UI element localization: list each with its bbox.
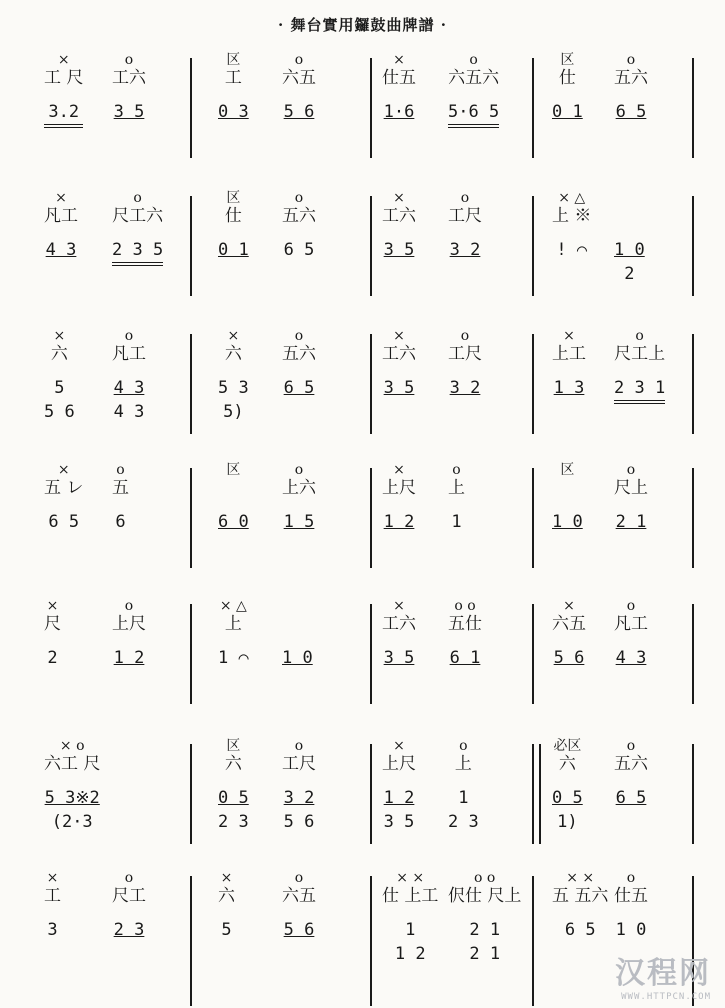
jianpu-second-line: 4 3 xyxy=(113,402,145,422)
jianpu-notation: 6 5 xyxy=(283,378,315,398)
gongche-notation: 六五 xyxy=(552,614,586,634)
gongche-notation: 上六 xyxy=(282,478,316,498)
beat xyxy=(112,328,146,424)
beat xyxy=(382,52,416,124)
gong-marker: 必区 xyxy=(553,738,582,754)
jianpu-notation: 1 2 xyxy=(383,788,415,808)
jianpu-notation: 5 6 xyxy=(283,102,315,122)
beat xyxy=(382,738,416,834)
gong-marker: o xyxy=(294,190,304,206)
gongche-notation: 上尺 xyxy=(112,614,146,634)
bar-line xyxy=(370,334,372,434)
watermark-url: WWW.HTTPCN.COM xyxy=(621,992,711,1002)
beat xyxy=(112,462,129,534)
jianpu-notation: 3 5 xyxy=(383,648,415,668)
jianpu-notation: 1 3 xyxy=(553,378,585,398)
gong-marker: o xyxy=(626,738,636,754)
jianpu-notation: 0 5 xyxy=(552,788,583,808)
jianpu-notation: 5 6 xyxy=(553,648,585,668)
beat xyxy=(448,328,482,400)
gong-marker: × xyxy=(46,870,59,886)
bar-line xyxy=(532,876,534,1006)
gongche-notation: 工 尺 xyxy=(44,68,84,88)
beat xyxy=(44,870,61,942)
gong-marker: × xyxy=(57,52,70,68)
bar-line xyxy=(692,744,694,844)
bar-line xyxy=(532,334,534,434)
jianpu-notation: 6 5 xyxy=(615,102,647,122)
gongche-notation: 六 xyxy=(558,754,576,774)
jianpu-notation: 2 3 5 xyxy=(112,240,163,266)
jianpu-notation: 6 1 xyxy=(449,648,481,668)
gongche-notation: 六工 尺 xyxy=(44,754,101,774)
gong-marker: o xyxy=(294,328,304,344)
gongche-notation: 尺工上 xyxy=(614,344,666,364)
gongche-notation: 五 レ xyxy=(44,478,84,498)
gong-marker: 区 xyxy=(560,462,575,478)
beat xyxy=(382,190,416,262)
bar-line xyxy=(370,196,372,296)
gongche-notation: 五 五六 xyxy=(552,886,609,906)
gongche-notation: 上 xyxy=(224,614,242,634)
jianpu-notation: 3 2 xyxy=(449,378,481,398)
gongche-notation: 六五 xyxy=(282,68,316,88)
beat xyxy=(44,462,83,534)
gong-marker: × xyxy=(393,598,405,614)
gong-marker: o xyxy=(133,190,142,206)
jianpu-second-line: 2 1 xyxy=(469,944,501,964)
score-system xyxy=(0,190,725,310)
gong-marker: × xyxy=(393,328,405,344)
bar-line xyxy=(692,468,694,568)
gongche-notation xyxy=(614,206,645,226)
gong-marker: × xyxy=(227,328,240,344)
beat xyxy=(448,870,521,966)
jianpu-notation: 6 5 xyxy=(48,512,80,532)
beat xyxy=(282,462,316,534)
gong-marker: × xyxy=(563,328,575,344)
gong-marker: × xyxy=(46,598,59,614)
gong-marker: o xyxy=(294,462,304,478)
jianpu-notation: 2 xyxy=(47,648,58,668)
jianpu-notation: 1 xyxy=(451,512,462,532)
jianpu-second-line: 1) xyxy=(557,812,578,832)
jianpu-notation: 6 5 xyxy=(615,788,647,808)
gongche-notation: 上工 xyxy=(552,344,586,364)
gong-marker: × △ xyxy=(558,190,586,206)
gongche-notation: 六五六 xyxy=(448,68,500,88)
gong-marker: o xyxy=(626,462,636,478)
watermark-logo: 汉程网 xyxy=(615,956,711,991)
bar-line xyxy=(190,604,192,704)
jianpu-notation: 1 0 xyxy=(614,240,645,260)
gongche-notation xyxy=(282,614,313,634)
jianpu-notation: 5 6 xyxy=(283,920,315,940)
gong-marker: o xyxy=(294,870,304,886)
page-header: · 舞台實用鑼鼓曲牌譜 · xyxy=(278,16,447,34)
beat xyxy=(44,52,83,128)
jianpu-notation: 4 3 xyxy=(113,378,145,398)
gongche-notation: 工尺 xyxy=(448,344,482,364)
gongche-notation xyxy=(218,478,249,498)
gongche-notation xyxy=(552,478,583,498)
gongche-notation: 六 xyxy=(50,344,68,364)
jianpu-notation: 6 5 xyxy=(564,920,596,940)
bar-line xyxy=(692,604,694,704)
gong-marker: o xyxy=(294,52,304,68)
beat xyxy=(614,598,648,670)
jianpu-notation: 2 3 1 xyxy=(614,378,665,404)
gongche-notation: 工六 xyxy=(112,68,146,88)
gong-marker: × xyxy=(55,190,67,206)
beat xyxy=(282,870,316,942)
bar-line xyxy=(692,58,694,158)
jianpu-second-line: 2 3 xyxy=(218,812,249,832)
jianpu-second-line: 3 5 xyxy=(383,812,415,832)
jianpu-notation: 0 1 xyxy=(552,102,583,122)
jianpu-notation: 4 3 xyxy=(615,648,647,668)
beat xyxy=(614,52,648,124)
jianpu-second-line: (2·3 xyxy=(51,812,93,832)
beat xyxy=(218,598,249,670)
score-system xyxy=(0,328,725,448)
gongche-notation: 尺 xyxy=(44,614,61,634)
jianpu-notation: 5·6 5 xyxy=(448,102,499,128)
score-system xyxy=(0,738,725,858)
jianpu-notation: 3.2 xyxy=(44,102,83,128)
gong-marker: × xyxy=(563,598,575,614)
gongche-notation: 上尺 xyxy=(382,478,416,498)
gong-marker: × △ xyxy=(219,598,247,614)
jianpu-notation: 0 1 xyxy=(218,240,249,260)
score-system xyxy=(0,52,725,172)
gongche-notation: 工 xyxy=(44,886,61,906)
gong-marker: o o xyxy=(474,870,496,886)
beat xyxy=(614,190,645,286)
jianpu-notation: 2 1 xyxy=(615,512,647,532)
jianpu-notation: 6 0 xyxy=(218,512,249,532)
beat xyxy=(112,52,146,124)
bar-line xyxy=(370,744,372,844)
gong-marker: o xyxy=(124,598,134,614)
gong-marker: o o xyxy=(454,598,476,614)
jianpu-notation: 1 0 xyxy=(552,512,583,532)
gong-marker: × xyxy=(57,462,70,478)
gong-marker: o xyxy=(459,738,468,754)
gong-marker: × o xyxy=(59,738,85,754)
watermark xyxy=(615,948,711,1002)
gongche-notation: 五六 xyxy=(282,344,316,364)
beat xyxy=(382,328,416,400)
beat xyxy=(448,190,482,262)
bar-line xyxy=(190,196,192,296)
jianpu-notation: 1 2 xyxy=(383,512,415,532)
bar-line xyxy=(370,876,372,1006)
jianpu-notation: 3 2 xyxy=(449,240,481,260)
gongche-notation: 仕 xyxy=(224,206,242,226)
beat xyxy=(382,870,438,966)
beat xyxy=(614,328,665,404)
gong-marker: o xyxy=(452,462,461,478)
beat xyxy=(448,462,465,534)
gong-marker: o xyxy=(460,190,470,206)
bar-line xyxy=(532,196,534,296)
beat xyxy=(552,328,586,400)
bar-line xyxy=(370,58,372,158)
jianpu-second-line: 2 xyxy=(624,264,635,284)
gong-marker: 区 xyxy=(226,52,241,68)
beat xyxy=(282,328,316,400)
gong-marker: o xyxy=(626,598,636,614)
beat xyxy=(552,190,591,262)
gong-marker: o xyxy=(124,52,134,68)
beat xyxy=(112,870,146,942)
beat xyxy=(218,738,249,834)
score-system xyxy=(0,462,725,582)
gong-marker: × xyxy=(393,52,405,68)
gong-marker: × × xyxy=(396,870,425,886)
gongche-notation: 上尺 xyxy=(382,754,416,774)
jianpu-notation: 1 ⌒ xyxy=(218,648,249,668)
beat xyxy=(448,52,499,128)
gong-marker: o xyxy=(460,328,470,344)
jianpu-notation: 3 xyxy=(47,920,58,940)
gong-marker xyxy=(282,598,313,614)
beat xyxy=(112,190,163,266)
jianpu-notation: 1 xyxy=(458,788,469,808)
bar-line xyxy=(692,196,694,296)
bar-line xyxy=(532,744,541,844)
bar-line xyxy=(532,58,534,158)
gongche-notation: 工尺 xyxy=(448,206,482,226)
beat xyxy=(282,52,316,124)
beat xyxy=(552,52,583,124)
gong-marker: o xyxy=(626,870,636,886)
gongche-notation: 六 xyxy=(218,886,235,906)
gong-marker: o xyxy=(626,52,636,68)
jianpu-notation: 5 xyxy=(54,378,65,398)
beat xyxy=(614,870,648,942)
gongche-notation: 五仕 xyxy=(448,614,482,634)
gongche-notation: 五六 xyxy=(614,754,648,774)
bar-line xyxy=(190,876,192,1006)
jianpu-second-line: 2 3 xyxy=(448,812,479,832)
gongche-notation: 五六 xyxy=(614,68,648,88)
gong-marker: o xyxy=(124,870,134,886)
beat xyxy=(552,870,608,942)
gong-marker: o xyxy=(469,52,478,68)
gongche-notation: 六五 xyxy=(282,886,316,906)
jianpu-second-line: 5 6 xyxy=(283,812,315,832)
beat xyxy=(218,462,249,534)
jianpu-notation: 1 0 xyxy=(282,648,313,668)
beat xyxy=(382,598,416,670)
jianpu-notation: 3 5 xyxy=(113,102,145,122)
bar-line xyxy=(190,334,192,434)
jianpu-notation: 1 xyxy=(405,920,416,940)
jianpu-notation: 3 5 xyxy=(383,378,415,398)
gongche-notation: 上 ※ xyxy=(552,206,592,226)
gongche-notation: 凡工 xyxy=(614,614,648,634)
beat xyxy=(218,870,235,942)
jianpu-notation: 1 2 xyxy=(113,648,145,668)
jianpu-notation: 5 3 xyxy=(218,378,249,398)
beat xyxy=(448,598,482,670)
jianpu-notation: 1·6 xyxy=(383,102,415,122)
gongche-notation: 工六 xyxy=(382,614,416,634)
jianpu-second-line: 5) xyxy=(223,402,244,422)
beat xyxy=(552,598,586,670)
beat xyxy=(382,462,416,534)
jianpu-notation: 1 0 xyxy=(615,920,647,940)
beat xyxy=(218,190,249,262)
gong-marker: 区 xyxy=(560,52,575,68)
gong-marker: × xyxy=(53,328,66,344)
gongche-notation: 工尺 xyxy=(282,754,316,774)
beat xyxy=(44,190,78,262)
gong-marker: × xyxy=(220,870,233,886)
gong-marker xyxy=(614,190,645,206)
jianpu-notation: 0 5 xyxy=(218,788,249,808)
jianpu-notation: 3 5 xyxy=(383,240,415,260)
gong-marker: × xyxy=(393,190,405,206)
gongche-notation: 尺上 xyxy=(614,478,648,498)
jianpu-notation: 5 xyxy=(221,920,232,940)
beat xyxy=(44,738,100,834)
gongche-notation: 尺工 xyxy=(112,886,146,906)
gong-marker: 区 xyxy=(226,190,241,206)
gong-marker: 区 xyxy=(226,738,241,754)
gongche-notation: 六 xyxy=(224,344,242,364)
bar-line xyxy=(190,744,192,844)
beat xyxy=(44,598,61,670)
gongche-notation: 上 xyxy=(448,478,465,498)
bar-line xyxy=(190,58,192,158)
jianpu-notation: 2 3 xyxy=(113,920,145,940)
gongche-notation: 上 xyxy=(454,754,472,774)
jianpu-notation: 1 5 xyxy=(283,512,315,532)
bar-line xyxy=(190,468,192,568)
beat xyxy=(552,462,583,534)
gong-marker: o xyxy=(294,738,304,754)
beat xyxy=(614,462,648,534)
gongche-notation: 仕 上工 xyxy=(382,886,439,906)
gongche-notation: 六 xyxy=(224,754,242,774)
beat xyxy=(448,738,479,834)
gong-marker: × × xyxy=(566,870,595,886)
gongche-notation: 工六 xyxy=(382,206,416,226)
gong-marker: 区 xyxy=(226,462,241,478)
jianpu-notation: 4 3 xyxy=(45,240,77,260)
jianpu-notation: ! ⌒ xyxy=(556,240,588,260)
beat xyxy=(614,738,648,810)
gongche-notation: 伬仕 尺上 xyxy=(448,886,522,906)
beat xyxy=(112,598,146,670)
beat xyxy=(218,52,249,124)
jianpu-notation: 6 5 xyxy=(283,240,315,260)
gong-marker: o xyxy=(124,328,134,344)
gongche-notation: 凡工 xyxy=(112,344,146,364)
beat xyxy=(282,598,313,670)
jianpu-notation: 0 3 xyxy=(218,102,249,122)
bar-line xyxy=(370,604,372,704)
gongche-notation: 仕五 xyxy=(382,68,416,88)
jianpu-notation: 3 2 xyxy=(283,788,315,808)
beat xyxy=(552,738,583,834)
gongche-notation: 五六 xyxy=(282,206,316,226)
gong-marker: o xyxy=(635,328,644,344)
beat xyxy=(44,328,75,424)
bar-line xyxy=(532,604,534,704)
gong-marker: o xyxy=(116,462,125,478)
gongche-notation: 尺工六 xyxy=(112,206,164,226)
bar-line xyxy=(692,334,694,434)
score-system xyxy=(0,598,725,718)
jianpu-second-line: 1 2 xyxy=(394,944,426,964)
gongche-notation: 仕 xyxy=(558,68,576,88)
beat xyxy=(282,738,316,834)
beat xyxy=(282,190,316,262)
gongche-notation: 五 xyxy=(112,478,129,498)
beat xyxy=(218,328,249,424)
gong-marker: × xyxy=(393,738,405,754)
gong-marker: × xyxy=(393,462,405,478)
jianpu-notation: 5 3※2 xyxy=(44,788,100,808)
jianpu-notation: 6 xyxy=(115,512,126,532)
gongche-notation: 工 xyxy=(224,68,242,88)
bar-line xyxy=(370,468,372,568)
bar-line xyxy=(532,468,534,568)
gongche-notation: 仕五 xyxy=(614,886,648,906)
jianpu-second-line: 5 6 xyxy=(44,402,75,422)
gongche-notation: 凡工 xyxy=(44,206,78,226)
jianpu-notation: 2 1 xyxy=(469,920,501,940)
gongche-notation: 工六 xyxy=(382,344,416,364)
